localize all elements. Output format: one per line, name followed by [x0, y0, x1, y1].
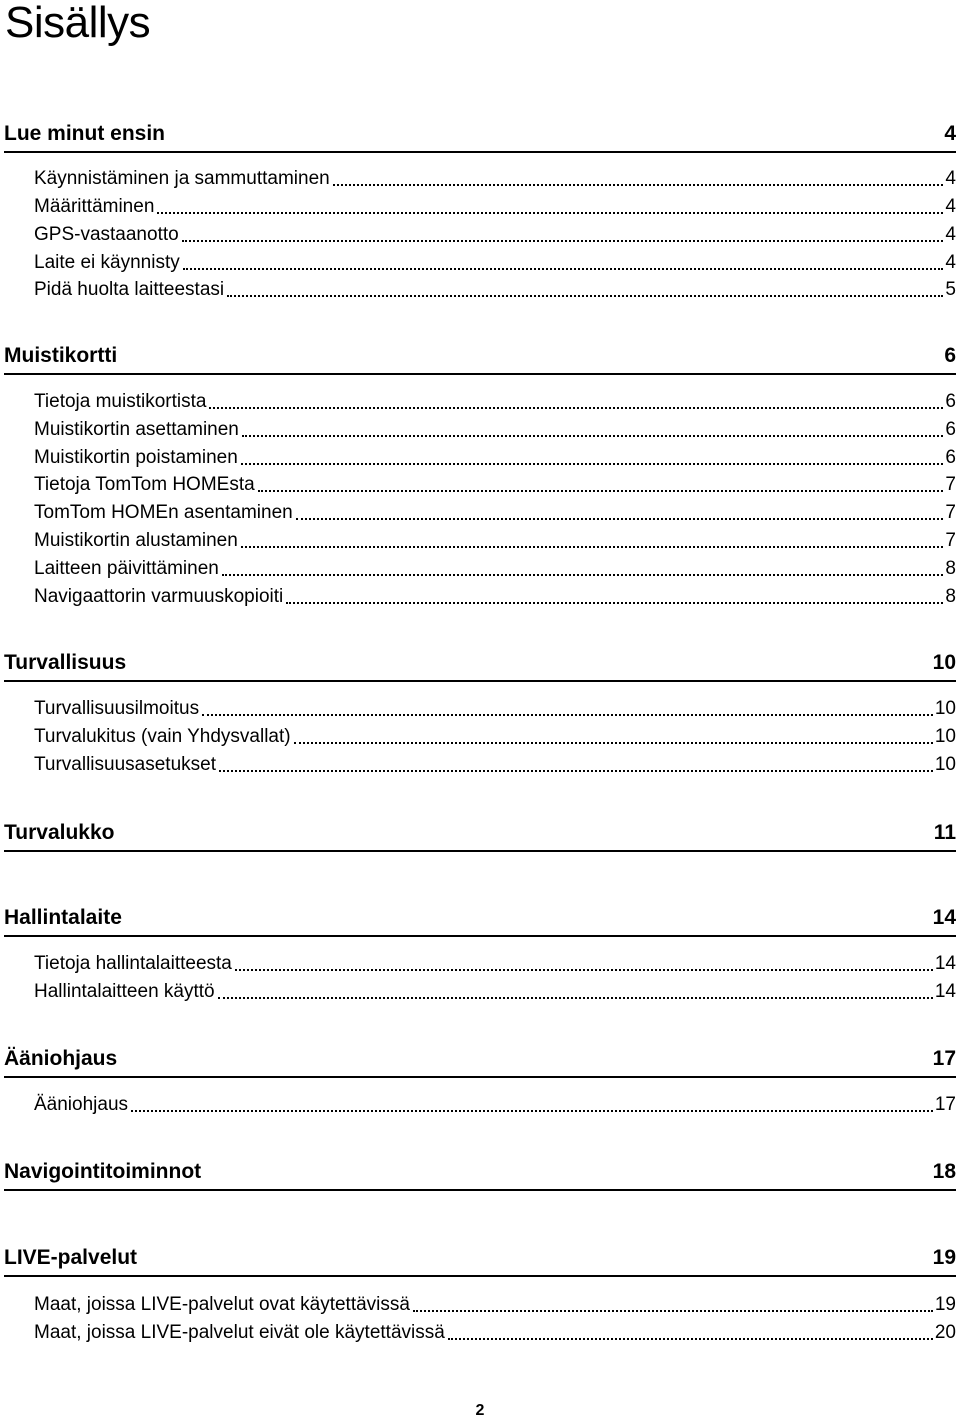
- section-title: LIVE-palvelut: [4, 1246, 138, 1269]
- toc-entry[interactable]: [34, 976, 956, 1003]
- entry-page-number: 6: [945, 447, 956, 468]
- dot-leader: [448, 1338, 933, 1340]
- entry-label: Turvallisuusasetukset: [34, 754, 216, 775]
- entry-label: Turvallisuusilmoitus: [34, 698, 200, 719]
- toc-section-heading[interactable]: [4, 113, 956, 153]
- dot-leader: [413, 1310, 933, 1312]
- entry-page-number: 7: [945, 502, 956, 523]
- page-number: 2: [475, 1402, 485, 1419]
- entry-label: Hallintalaitteen käyttö: [34, 981, 215, 1002]
- entry-page-number: 4: [945, 196, 956, 217]
- section-page-number: 19: [932, 1246, 956, 1269]
- entry-label: Laite ei käynnisty: [34, 252, 180, 273]
- dot-leader: [286, 602, 943, 604]
- section-page-number: 11: [933, 821, 956, 844]
- section-title: Lue minut ensin: [4, 122, 166, 145]
- toc-entry[interactable]: [34, 525, 956, 552]
- toc-section-heading[interactable]: [4, 1151, 956, 1191]
- toc-entry[interactable]: [34, 219, 956, 246]
- entry-label: GPS-vastaanotto: [34, 224, 179, 245]
- entry-label: Muistikortin alustaminen: [34, 530, 238, 551]
- entry-page-number: 6: [945, 419, 956, 440]
- toc-entry[interactable]: [34, 163, 956, 190]
- toc-entry[interactable]: [34, 274, 956, 301]
- entry-label: Käynnistäminen ja sammuttaminen: [34, 168, 330, 189]
- entry-page-number: 6: [945, 391, 956, 412]
- dot-leader: [294, 742, 933, 744]
- section-page-number: 10: [932, 651, 956, 674]
- toc-entry[interactable]: [34, 497, 956, 524]
- section-title: Muistikortti: [4, 344, 118, 367]
- dot-leader: [296, 518, 944, 520]
- dot-leader: [157, 212, 943, 214]
- entry-label: Laitteen päivittäminen: [34, 558, 219, 579]
- toc-entry[interactable]: [34, 247, 956, 274]
- entry-page-number: 7: [945, 530, 956, 551]
- entry-page-number: 4: [945, 252, 956, 273]
- entry-page-number: 4: [945, 224, 956, 245]
- dot-leader: [218, 997, 933, 999]
- toc-section-heading[interactable]: [4, 812, 956, 852]
- toc-entry[interactable]: [34, 749, 956, 776]
- dot-leader: [182, 240, 944, 242]
- toc-entry[interactable]: [34, 1289, 956, 1316]
- toc-entry[interactable]: [34, 469, 956, 496]
- entry-page-number: 19: [934, 1294, 956, 1315]
- entry-page-number: 10: [934, 754, 956, 775]
- dot-leader: [235, 969, 933, 971]
- page-title: Sisällys: [5, 0, 151, 47]
- section-page-number: 14: [932, 906, 956, 929]
- entry-label: Navigaattorin varmuuskopioiti: [34, 586, 284, 607]
- section-title: Navigointitoiminnot: [4, 1160, 202, 1183]
- toc-entry[interactable]: [34, 191, 956, 218]
- entry-label: Pidä huolta laitteestasi: [34, 279, 225, 300]
- section-title: Ääniohjaus: [4, 1047, 118, 1070]
- toc-entry[interactable]: [34, 442, 956, 469]
- entry-label: Maat, joissa LIVE-palvelut ovat käytettävissä: [34, 1294, 410, 1315]
- section-title: Turvalukko: [4, 821, 115, 844]
- section-page-number: 17: [932, 1047, 956, 1070]
- entry-label: Maat, joissa LIVE-palvelut eivät ole käytettävissä: [34, 1322, 445, 1343]
- dot-leader: [222, 574, 944, 576]
- entry-page-number: 4: [945, 168, 956, 189]
- entry-page-number: 17: [934, 1094, 956, 1115]
- dot-leader: [241, 463, 944, 465]
- entry-label: Turvalukitus (vain Yhdysvallat): [34, 726, 291, 747]
- entry-label: Määrittäminen: [34, 196, 155, 217]
- entry-page-number: 10: [934, 726, 956, 747]
- entry-label: Tietoja hallintalaitteesta: [34, 953, 232, 974]
- section-title: Hallintalaite: [4, 906, 122, 929]
- dot-leader: [202, 714, 933, 716]
- toc-entry[interactable]: [34, 1317, 956, 1344]
- entry-label: TomTom HOMEn asentaminen: [34, 502, 293, 523]
- dot-leader: [227, 295, 943, 297]
- toc-entry[interactable]: [34, 581, 956, 608]
- toc-entry[interactable]: [34, 1089, 956, 1116]
- dot-leader: [258, 490, 944, 492]
- entry-label: Ääniohjaus: [34, 1094, 129, 1115]
- dot-leader: [333, 184, 944, 186]
- section-page-number: 18: [932, 1160, 956, 1183]
- toc-section-heading[interactable]: [4, 335, 956, 375]
- section-page-number: 4: [944, 122, 956, 145]
- dot-leader: [209, 407, 943, 409]
- toc-entry[interactable]: [34, 553, 956, 580]
- dot-leader: [131, 1110, 933, 1112]
- entry-label: Tietoja muistikortista: [34, 391, 207, 412]
- dot-leader: [219, 770, 933, 772]
- toc-entry[interactable]: [34, 721, 956, 748]
- entry-page-number: 10: [934, 698, 956, 719]
- entry-label: Muistikortin asettaminen: [34, 419, 239, 440]
- dot-leader: [183, 268, 944, 270]
- toc-section-heading[interactable]: [4, 897, 956, 937]
- dot-leader: [241, 546, 944, 548]
- toc-entry[interactable]: [34, 948, 956, 975]
- entry-page-number: 8: [945, 558, 956, 579]
- toc-entry[interactable]: [34, 693, 956, 720]
- toc-section-heading[interactable]: [4, 1038, 956, 1078]
- toc-entry[interactable]: [34, 386, 956, 413]
- toc-section-heading[interactable]: [4, 642, 956, 682]
- entry-page-number: 8: [945, 586, 956, 607]
- toc-section-heading[interactable]: [4, 1237, 956, 1277]
- entry-page-number: 14: [934, 953, 956, 974]
- entry-page-number: 5: [945, 279, 956, 300]
- entry-page-number: 7: [945, 474, 956, 495]
- section-page-number: 6: [944, 344, 956, 367]
- entry-label: Tietoja TomTom HOMEsta: [34, 474, 255, 495]
- toc-entry[interactable]: [34, 414, 956, 441]
- section-title: Turvallisuus: [4, 651, 127, 674]
- entry-label: Muistikortin poistaminen: [34, 447, 238, 468]
- dot-leader: [242, 435, 944, 437]
- entry-page-number: 20: [934, 1322, 956, 1343]
- entry-page-number: 14: [934, 981, 956, 1002]
